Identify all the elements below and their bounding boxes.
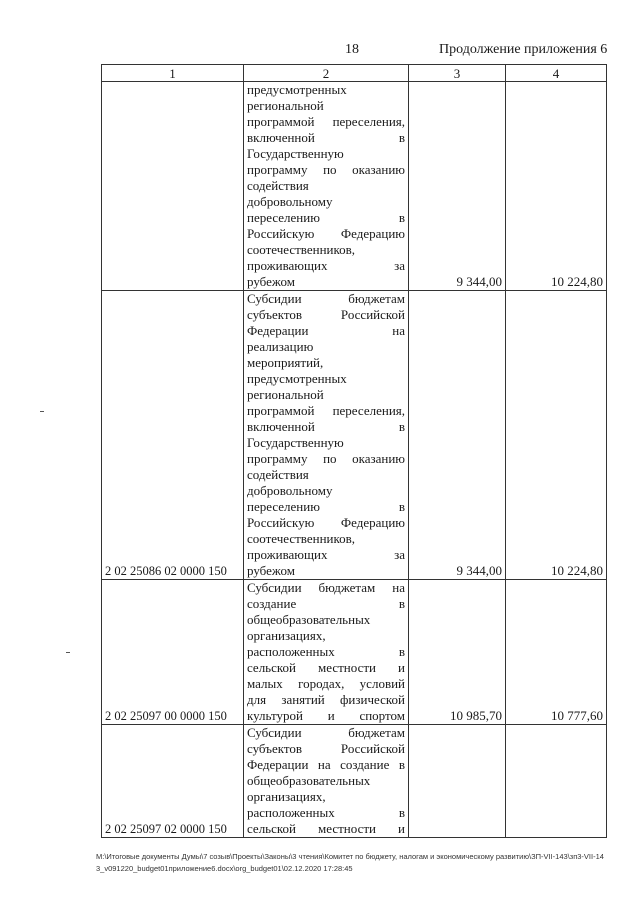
amount-column-3 <box>409 725 506 838</box>
table-row <box>102 725 607 838</box>
income-name-line: Российскую Федерацию <box>247 226 405 241</box>
income-name-line: организациях, <box>247 789 326 804</box>
scan-mark <box>40 411 44 412</box>
income-code: 2 02 25097 02 0000 150 <box>102 725 244 838</box>
income-name-line: предусмотренных <box>247 82 347 97</box>
income-name-line: включенной в <box>247 419 405 434</box>
scan-mark <box>66 652 70 653</box>
income-name-line: предусмотренных <box>247 371 347 386</box>
income-name-line: культурой и спортом <box>247 708 405 723</box>
income-code: 2 02 25086 02 0000 150 <box>102 291 244 580</box>
income-name-line: региональной <box>247 387 324 402</box>
income-name <box>244 82 409 291</box>
income-name-line: Государственную <box>247 146 344 161</box>
amount-column-4 <box>506 725 607 838</box>
page-number: 18 <box>345 42 359 57</box>
income-name-line: программой переселения, <box>247 403 405 418</box>
income-name-line: Субсидии бюджетам на <box>247 580 405 595</box>
income-name-line: Федерации на <box>247 323 405 338</box>
continuation-label: Продолжение приложения 6 <box>439 42 608 57</box>
income-name-line: Федерации на создание в <box>247 757 405 772</box>
income-name-line: расположенных в <box>247 805 405 820</box>
table-row <box>102 82 607 291</box>
amount-column-3: 9 344,00 <box>409 82 506 291</box>
income-name-line: субъектов Российской <box>247 741 405 756</box>
document-path-footer: М:\Итоговые документы Думы\7 созыв\Проекты\Законы\3 чтения\Комитет по бюджету, налогам и экономическому развитию\ЗП-VII-143\зп3-VII-143_v091220_budget01приложение6.docx\org_budget01\02.12.2020 17:28:45 <box>96 852 604 873</box>
table-body <box>102 82 607 838</box>
income-name-line: субъектов Российской <box>247 307 405 322</box>
column-header-4: 4 <box>506 65 607 82</box>
income-name-line: добровольному <box>247 194 333 209</box>
column-header-2: 2 <box>244 65 409 82</box>
income-name-line: Российскую Федерацию <box>247 515 405 530</box>
income-name-line: создание в <box>247 596 405 611</box>
income-name-line: проживающих за <box>247 258 405 273</box>
income-name-line: общеобразовательных <box>247 773 371 788</box>
income-name <box>244 291 409 580</box>
income-name-line: организациях, <box>247 628 326 643</box>
income-name-line: переселению в <box>247 210 405 225</box>
income-name-line: Субсидии бюджетам <box>247 291 405 306</box>
income-name-line: программой переселения, <box>247 114 405 129</box>
income-name-line: содействия <box>247 467 309 482</box>
amount-column-4: 10 777,60 <box>506 580 607 725</box>
table-row <box>102 291 607 580</box>
amount-column-4: 10 224,80 <box>506 82 607 291</box>
budget-table <box>101 64 607 838</box>
income-name-line: содействия <box>247 178 309 193</box>
income-name-line: соотечественников, <box>247 531 356 546</box>
income-name-line: проживающих за <box>247 547 405 562</box>
income-code <box>102 82 244 291</box>
column-header-1: 1 <box>102 65 244 82</box>
income-name-line: программу по оказанию <box>247 451 405 466</box>
income-name-line: мероприятий, <box>247 355 324 370</box>
income-name-line: реализацию <box>247 339 314 354</box>
income-name-line: для занятий физической <box>247 692 405 707</box>
income-name-line: общеобразовательных <box>247 612 371 627</box>
income-name <box>244 580 409 725</box>
income-name-line: сельской местности и <box>247 821 405 836</box>
income-name-line: соотечественников, <box>247 242 356 257</box>
amount-column-3: 10 985,70 <box>409 580 506 725</box>
income-name-line: расположенных в <box>247 644 405 659</box>
income-name-line: региональной <box>247 98 324 113</box>
amount-column-4: 10 224,80 <box>506 291 607 580</box>
column-header-3: 3 <box>409 65 506 82</box>
income-code: 2 02 25097 00 0000 150 <box>102 580 244 725</box>
income-name-line: рубежом <box>247 274 296 289</box>
income-name-line: включенной в <box>247 130 405 145</box>
income-name-line: Субсидии бюджетам <box>247 725 405 740</box>
income-name-line: рубежом <box>247 563 296 578</box>
income-name-line: сельской местности и <box>247 660 405 675</box>
income-name-line: Государственную <box>247 435 344 450</box>
income-name-line: переселению в <box>247 499 405 514</box>
income-name <box>244 725 409 838</box>
column-number-row <box>102 65 607 82</box>
income-name-line: малых городах, условий <box>247 676 405 691</box>
income-name-line: добровольному <box>247 483 333 498</box>
income-name-line: программу по оказанию <box>247 162 405 177</box>
amount-column-3: 9 344,00 <box>409 291 506 580</box>
table-row <box>102 580 607 725</box>
